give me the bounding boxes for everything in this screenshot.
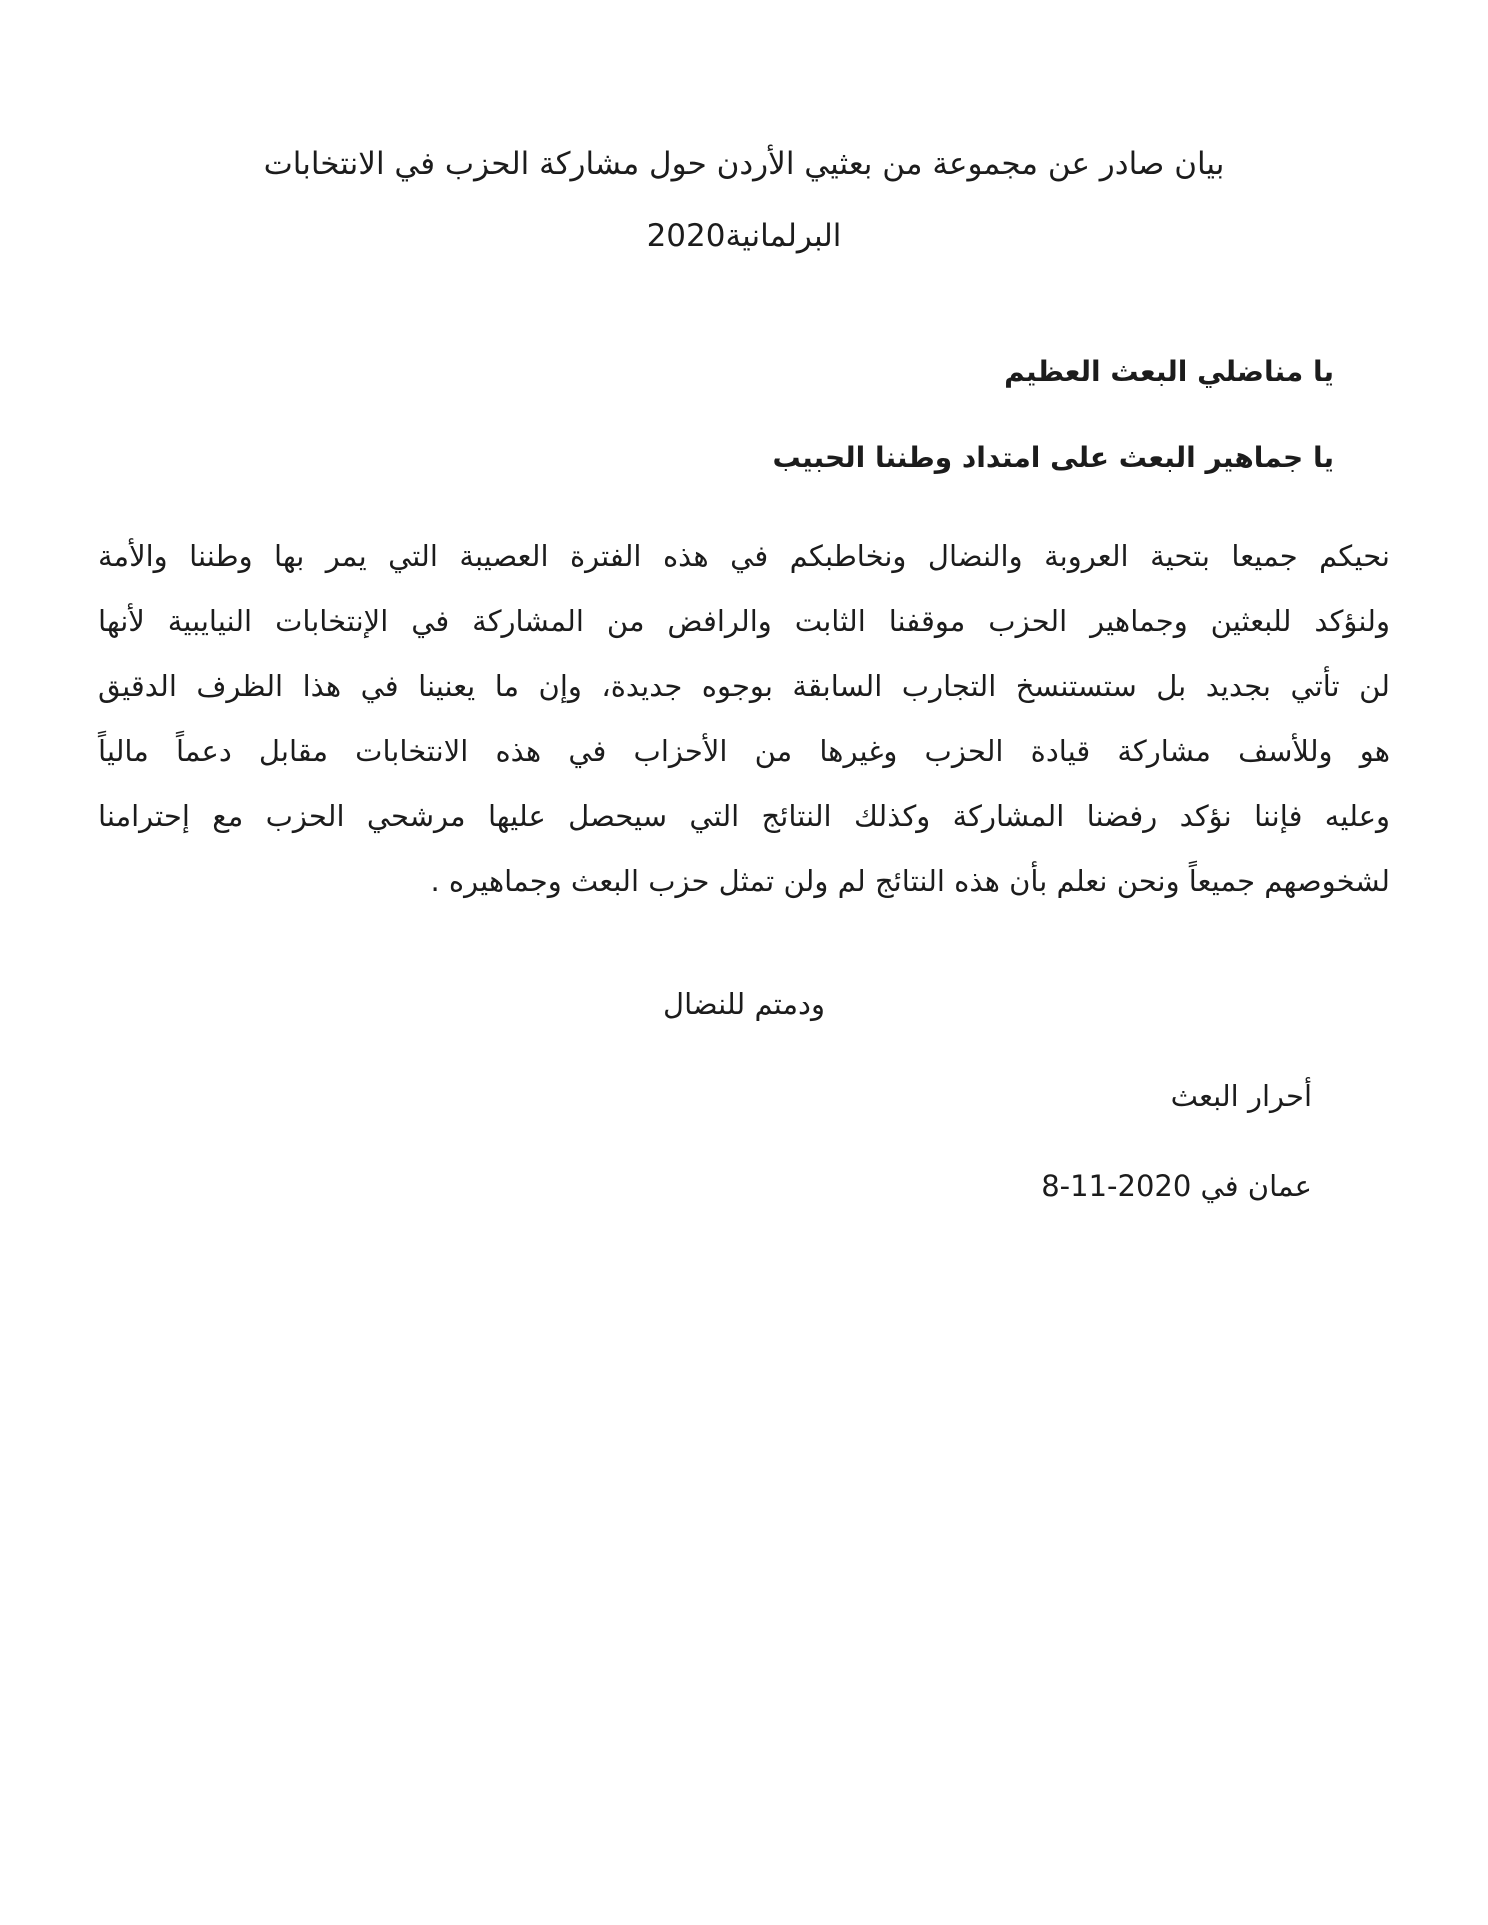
body-line: وعليه فإننا نؤكد رفضنا المشاركة وكذلك النتائج التي سيحصل عليها مرشحي الحزب مع إحترامنا — [98, 799, 1390, 833]
statement-body — [98, 524, 1390, 914]
title-line-1: بيان صادر عن مجموعة من بعثيي الأردن حول مشاركة الحزب في الانتخابات — [263, 146, 1225, 182]
body-line: هو وللأسف مشاركة قيادة الحزب وغيرها من الأحزاب في هذه الانتخابات مقابل دعماً مالياً — [98, 734, 1390, 768]
body-line: ولنؤكد للبعثين وجماهير الحزب موقفنا الثابت والرافض من المشاركة في الإنتخابات النيايبية لأنها — [98, 604, 1390, 638]
date-line: عمان في 2020-11-8 — [1041, 1169, 1312, 1203]
body-line: لن تأتي بجديد بل ستستنسخ التجارب السابقة بوجوه جديدة، وإن ما يعنينا في هذا الظرف الدقيق — [98, 669, 1390, 703]
salutation-militants: يا مناضلي البعث العظيم — [1004, 355, 1334, 388]
body-line: لشخوصهم جميعاً ونحن نعلم بأن هذه النتائج لم ولن تمثل حزب البعث وجماهيره . — [430, 864, 1390, 898]
signature-line: أحرار البعث — [1170, 1079, 1312, 1113]
body-line: نحيكم جميعا بتحية العروبة والنضال ونخاطبكم في هذه الفترة العصيبة التي يمر بها وطننا والأمة — [98, 539, 1390, 573]
document-title — [98, 128, 1390, 272]
closing-line: ودمتم للنضال — [663, 987, 825, 1021]
salutation-masses: يا جماهير البعث على امتداد وطننا الحبيب — [772, 441, 1334, 474]
title-line-2: البرلمانية2020 — [646, 218, 842, 254]
